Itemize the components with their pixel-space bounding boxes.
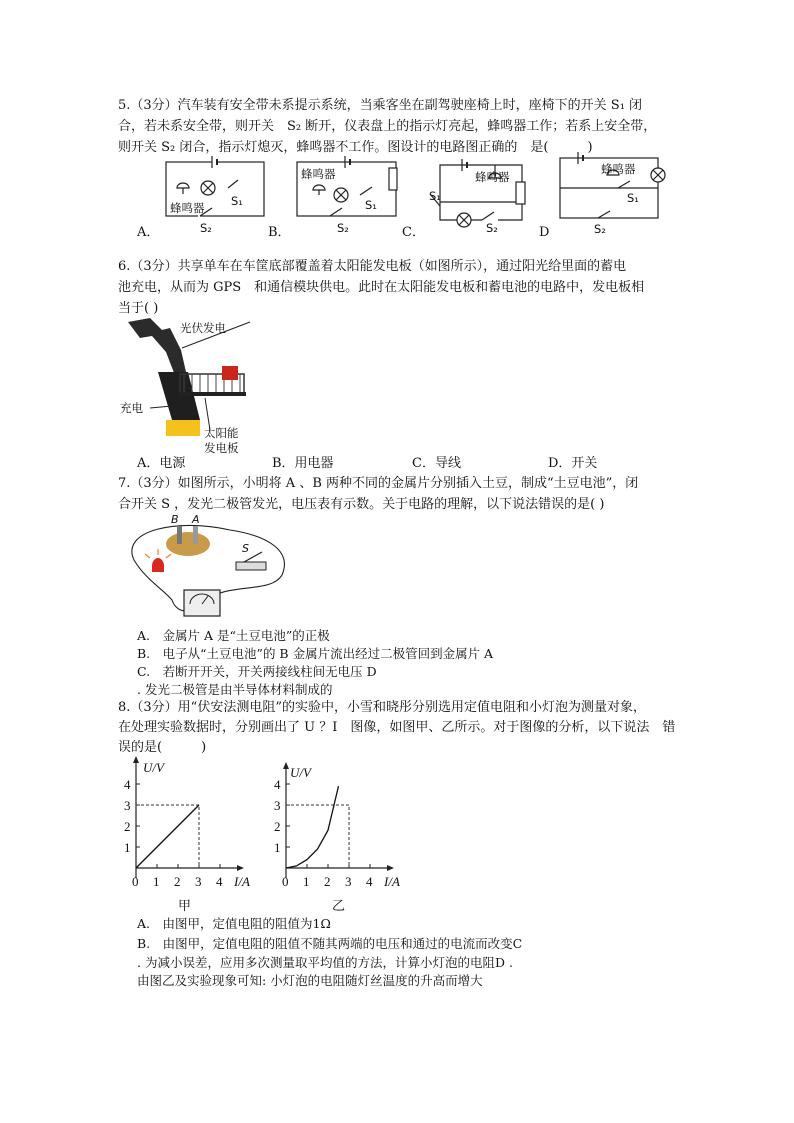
q5-d-buzzer: 蜂鸣器 <box>601 162 636 176</box>
label-switch-s: S <box>242 542 249 555</box>
q5-b-s1: S₁ <box>365 198 377 212</box>
q5-a-s1: S₁ <box>231 194 243 208</box>
q7-opt-a: A. 金属片 A 是“土豆电池”的正极 <box>137 628 330 643</box>
q8-line1: 8.（3分）用“伏安法测电阻”的实验中，小雪和晓彤分别选用定值电阻和小灯泡为测量对象， <box>118 700 646 715</box>
q8-opt-a: A. 由图甲，定值电阻的阻值为1Ω <box>137 916 331 931</box>
q5-line1: 5.（3分）汽车装有安全带未系提示系统，当乘客坐在副驾驶座椅上时，座椅下的开关 S₁ 闭 <box>118 98 643 113</box>
q5-a-s2: S₂ <box>200 221 212 235</box>
q5-opt-a: A． <box>137 225 160 240</box>
graph-yi-ytick-label-4: 4 <box>274 777 281 792</box>
label-solar-panel-1: 太阳能 <box>204 426 239 440</box>
graph-yi-reference-dashes <box>286 805 349 868</box>
graph-yi-origin: 0 <box>282 874 289 889</box>
graph-yi-ytick-label-1: 1 <box>274 840 281 855</box>
graph-jia-ytick-label-1: 1 <box>124 840 131 855</box>
graph-yi-xtick-label-3: 3 <box>345 874 352 889</box>
graph-yi-ytick-label-3: 3 <box>274 798 281 813</box>
q5-opt-c: C． <box>402 225 425 240</box>
graph-jia-origin: 0 <box>132 874 139 889</box>
q5-b-s2: S₂ <box>337 221 349 235</box>
q5-line3: 则开关 S₂ 闭合，指示灯熄灭，蜂鸣器不工作。图设计的电路图正确的 是( ) <box>118 140 593 155</box>
q5-opt-d: D <box>539 225 550 240</box>
graph-jia-ylabel: U/V <box>143 760 164 775</box>
q6-opt-d: D．开关 <box>548 456 598 471</box>
q6-line2: 池充电，从而为 GPS 和通信模块供电。此时在太阳能发电板和蓄电池的电路中，发电板相 <box>118 280 645 295</box>
graph-jia-xtick-label-2: 2 <box>174 874 181 889</box>
q5-circuit-b <box>297 156 397 216</box>
label-solar-panel-2: 发电板 <box>204 441 239 455</box>
q6-opt-b: B．用电器 <box>272 456 334 471</box>
graph-yi-caption: 乙 <box>332 899 346 914</box>
q6-opt-c: C．导线 <box>412 456 461 471</box>
graph-yi-series-line <box>286 786 339 868</box>
graph-yi-ylabel: U/V <box>290 765 311 780</box>
q7-line2: 合开关 S ，发光二极管发光，电压表有示数。关于电路的理解，以下说法错误的是( ) <box>118 497 605 512</box>
graph-jia-xlabel: I/A <box>234 874 250 889</box>
q5-line2: 合，若未系安全带，则开关 S₂ 断开，仪表盘上的指示灯亮起，蜂鸣器工作；若系上安全带， <box>118 119 657 134</box>
q6-opt-a: A．电源 <box>137 456 186 471</box>
graph-yi-xlabel: I/A <box>384 874 400 889</box>
q7-opt-c: C. 若断开开关，开关两接线柱间无电压 D <box>137 664 377 679</box>
graph-jia-ytick-label-2: 2 <box>124 819 131 834</box>
label-plate-a: A <box>192 513 200 526</box>
label-charging: 充电 <box>120 401 143 415</box>
q5-opt-b: B． <box>268 225 291 240</box>
q7-line1: 7.（3分）如图所示，小明将 A 、B 两种不同的金属片分别插入土豆，制成“土豆电池”，闭 <box>118 476 639 491</box>
q8-opt-b: B. 由图甲，定值电阻的阻值不随其两端的电压和通过的电流而改变C <box>137 936 523 951</box>
q5-circuit-diagrams <box>0 150 794 250</box>
q8-line2: 在处理实验数据时，分别画出了 U ？I 图像，如图甲、乙所示。对于图像的分析，以下说法 错 <box>118 720 676 735</box>
graph-jia <box>115 755 255 905</box>
potato-battery-illustration <box>118 508 288 628</box>
q5-b-buzzer: 蜂鸣器 <box>301 167 336 181</box>
q7-opt-b: B. 电子从“土豆电池”的 B 金属片流出经过二极管回到金属片 A <box>137 646 494 661</box>
q6-line1: 6.（3分）共享单车在车筐底部覆盖着太阳能发电板（如图所示），通过阳光给里面的蓄电 <box>118 259 627 274</box>
q6-line3: 当于( ) <box>118 301 159 316</box>
q8-opt-c: . 为减小误差，应用多次测量取平均值的方法，计算小灯泡的电阻D . <box>137 955 513 970</box>
label-pv-generation: 光伏发电 <box>180 321 226 335</box>
graph-yi <box>264 755 404 905</box>
q8-opt-d: 由图乙及实验现象可知: 小灯泡的电阻随灯丝温度的升高而增大 <box>137 973 483 988</box>
graph-yi-ytick-label-2: 2 <box>274 819 281 834</box>
q5-d-s1: S₁ <box>627 191 639 205</box>
q5-c-s1: S₁ <box>429 189 441 203</box>
q5-a-buzzer: 蜂鸣器 <box>170 201 205 215</box>
q7-opt-d: . 发光二极管是由半导体材料制成的 <box>137 682 333 697</box>
graph-jia-ytick-label-4: 4 <box>124 777 131 792</box>
q5-c-s2: S₂ <box>486 221 498 235</box>
bike-solar-illustration <box>118 315 278 460</box>
graph-jia-xtick-label-4: 4 <box>216 874 223 889</box>
graph-jia-xtick-label-1: 1 <box>153 874 160 889</box>
q8-line3: 误的是( ) <box>118 740 207 755</box>
graph-yi-xtick-label-2: 2 <box>324 874 331 889</box>
graph-jia-ytick-label-3: 3 <box>124 798 131 813</box>
graph-jia-series-line <box>136 805 199 868</box>
q5-c-buzzer: 蜂鸣器 <box>475 170 510 184</box>
graph-yi-xtick-label-4: 4 <box>366 874 373 889</box>
graph-jia-xtick-label-3: 3 <box>195 874 202 889</box>
q5-d-s2: S₂ <box>594 222 606 236</box>
label-plate-b: B <box>171 513 179 526</box>
graph-yi-xtick-label-1: 1 <box>303 874 310 889</box>
graph-jia-caption: 甲 <box>178 899 192 914</box>
